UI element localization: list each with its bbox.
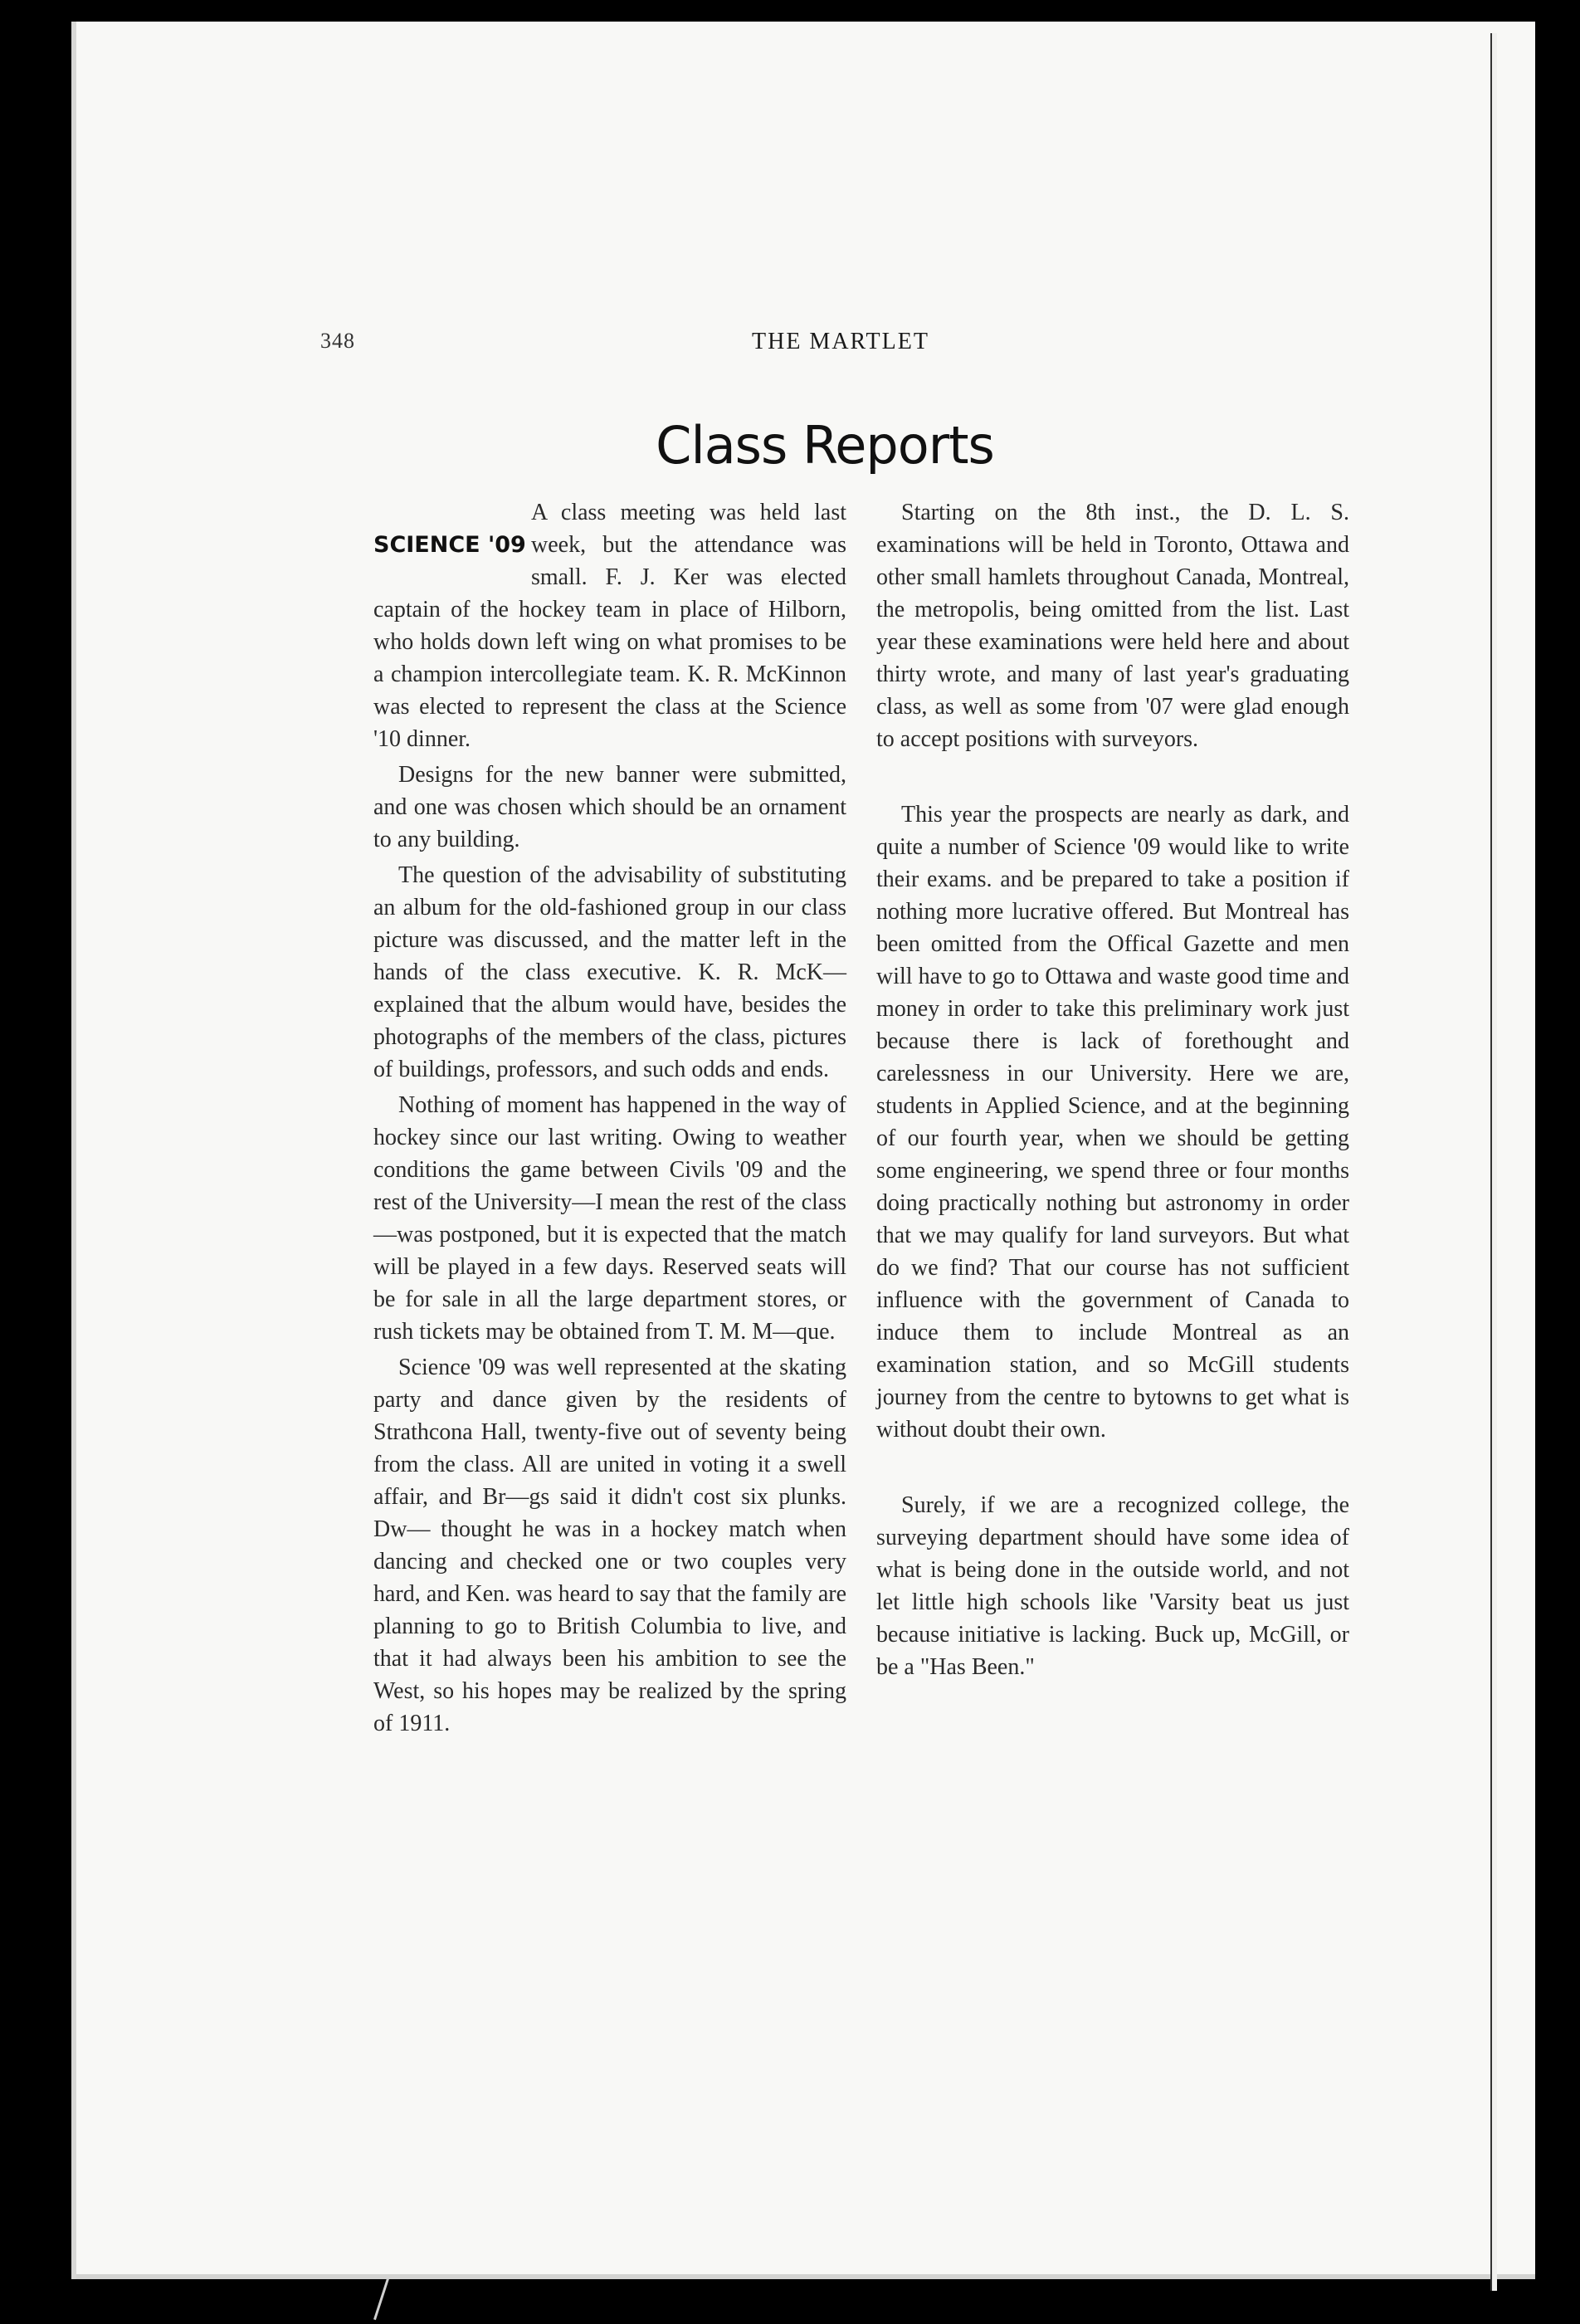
paragraph: Science '09 was well represented at the skating party and dance given by the residents of Strathcona Hall, twenty-five out of seventy being from the class. All are united in voting it a swell affair, and Br—gs said it didn't cost six plunks. Dw— thought he was in a hockey match when dancing and checked one or two couples very hard, and Ken. was heard to say that the family are planning to go to British Columbia to live, and that it had always been his ambition to see the West, so his hopes may be realized by the spring of 1911. [373, 1355, 846, 1736]
paragraph: A class meeting was held last week, but the attendance was small. F. J. Ker was elected captain of the hockey team in place of Hilborn, who holds down left wing on what promises to be a champion intercollegiate team. K. R. McKinnon was elected to represent the class at the Science '10 dinner. [373, 500, 846, 752]
paragraph: This year the prospects are nearly as dark, and quite a number of Science '09 would like to write their exams. and be prepared to take a position if nothing more lucrative offered. But Montreal has been omitted from the Offical Gazette and men will have to go to Ottawa and waste good time and money in order to take this preliminary work just because there is lack of forethought and carelessness in our University. Here we are, students in Applied Science, and at the beginning of our fourth year, when we should be getting some engineering, we spend three or four months doing practically nothing but astronomy in order that we may qualify for land surveyors. But what do we find? That our course has not sufficient influence with the government of Canada to induce them to include Montreal as an examination station, and so McGill students journey from the centre to bytowns to get what is without doubt their own. [876, 802, 1349, 1443]
scan-scratch [373, 2278, 389, 2320]
paragraph: Designs for the new banner were submitted, and one was chosen which should be an ornament to any building. [373, 762, 846, 852]
journal-title: THE MARTLET [752, 329, 929, 354]
page-edge-rule [1490, 33, 1497, 2291]
scan-border [1537, 0, 1580, 2324]
article-title: Class Reports [656, 415, 994, 476]
left-column [373, 496, 846, 1743]
page-number: 348 [320, 329, 355, 353]
paragraph: Nothing of moment has happened in the way of hockey since our last writing. Owing to weather conditions the game between Civils '09 and the rest of the University—I mean the rest of the class—was postponed, but it is expected that the match will be played in a few days. Reserved seats will be for sale in all the large department stores, or rush tickets may be obtained from T. M. M—que. [373, 1092, 846, 1345]
running-header [71, 329, 1535, 362]
paragraph: Surely, if we are a recognized college, the surveying department should have some idea of what is being done in the outside world, and not let little high schools like 'Varsity beat us just because initiative is lacking. Buck up, McGill, or be a "Has Been." [876, 1492, 1349, 1680]
document-page [71, 22, 1535, 2279]
runin-heading: SCIENCE '09 [373, 532, 526, 558]
right-column [876, 496, 1349, 1687]
paragraph: Starting on the 8th inst., the D. L. S. examinations will be held in Toronto, Ottawa and other small hamlets throughout Canada, Montreal, the metropolis, being omitted from the list. Last year these examinations were held here and about thirty wrote, and many of last year's graduating class, as well as some from '07 were glad enough to accept positions with surveyors. [876, 500, 1349, 752]
paragraph: The question of the advisability of substituting an album for the old-fashioned group in our class picture was discussed, and the matter left in the hands of the class executive. K. R. McK— explained that the album would have, besides the photographs of the members of the class, pictures of buildings, professors, and such odds and ends. [373, 862, 846, 1082]
